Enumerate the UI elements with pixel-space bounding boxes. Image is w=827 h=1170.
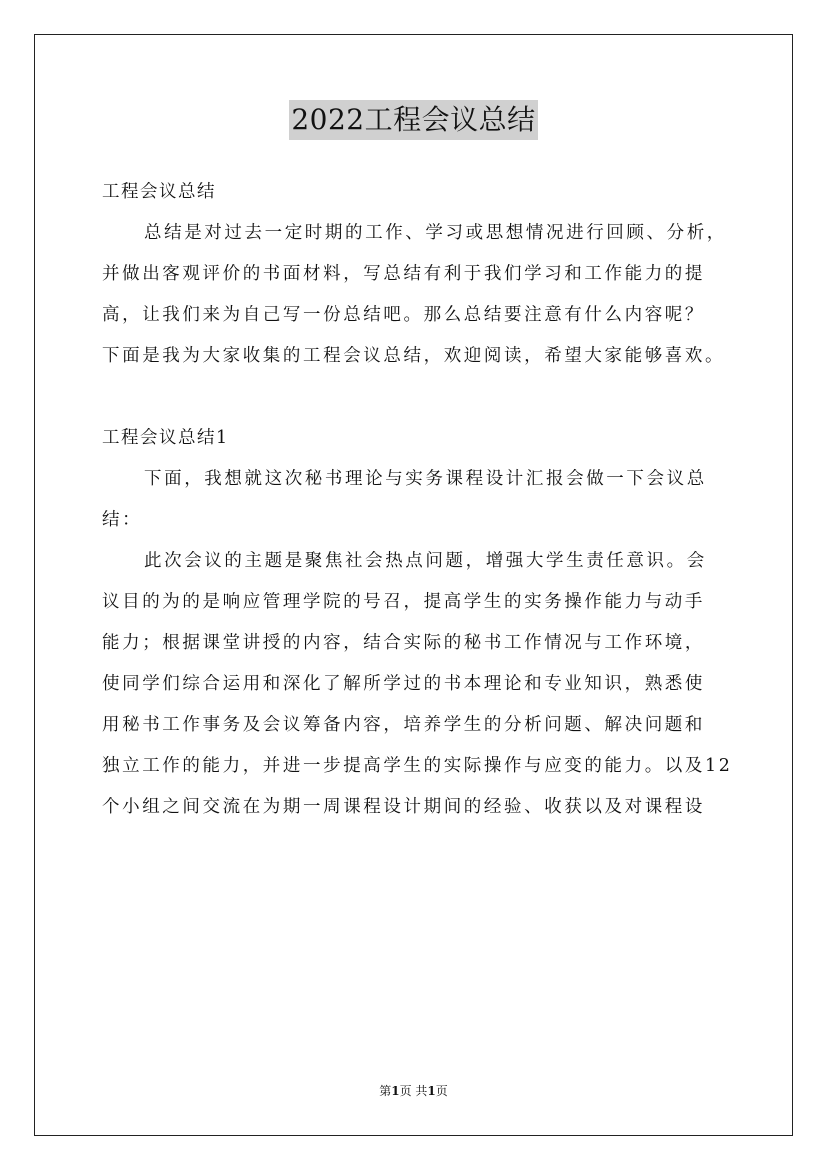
paragraph-line: 此次会议的主题是聚焦社会热点问题，增强大学生责任意识。会	[144, 551, 707, 571]
footer-page-prefix: 第	[379, 1084, 392, 1098]
section-heading: 工程会议总结	[102, 182, 216, 202]
title-container	[0, 100, 827, 140]
section-heading: 工程会议总结1	[102, 428, 229, 448]
paragraph-line: 能力；根据课堂讲授的内容，结合实际的秘书工作情况与工作环境，	[102, 633, 705, 653]
paragraph-line: 使同学们综合运用和深化了解所学过的书本理论和专业知识，熟悉使	[102, 674, 705, 694]
paragraph-line: 下面，我想就这次秘书理论与实务课程设计汇报会做一下会议总	[144, 469, 707, 489]
footer-page-number: 1	[391, 1084, 400, 1098]
paragraph-line: 高，让我们来为自己写一份总结吧。那么总结要注意有什么内容呢？	[102, 305, 705, 325]
document-title: 2022工程会议总结	[289, 100, 537, 140]
paragraph-line: 独立工作的能力，并进一步提高学生的实际操作与应变的能力。以及12	[102, 756, 733, 776]
paragraph-gap	[102, 377, 742, 418]
paragraph-line: 并做出客观评价的书面材料，写总结有利于我们学习和工作能力的提	[102, 264, 705, 284]
footer-total-pages: 1	[427, 1084, 436, 1098]
paragraph-line: 结：	[102, 510, 143, 530]
footer-page-suffix: 页	[435, 1084, 448, 1098]
paragraph-line: 用秘书工作事务及会议筹备内容，培养学生的分析问题、解决问题和	[102, 715, 705, 735]
paragraph-line: 议目的为的是响应管理学院的号召，提高学生的实务操作能力与动手	[102, 592, 705, 612]
paragraph-line: 个小组之间交流在为期一周课程设计期间的经验、收获以及对课程设	[102, 797, 705, 817]
footer-page-mid: 页 共	[399, 1084, 428, 1098]
document-body	[102, 172, 742, 828]
paragraph-line: 总结是对过去一定时期的工作、学习或思想情况进行回顾、分析，	[144, 223, 727, 243]
paragraph-line: 下面是我为大家收集的工程会议总结，欢迎阅读，希望大家能够喜欢。	[102, 346, 726, 366]
page-footer	[0, 1083, 827, 1099]
